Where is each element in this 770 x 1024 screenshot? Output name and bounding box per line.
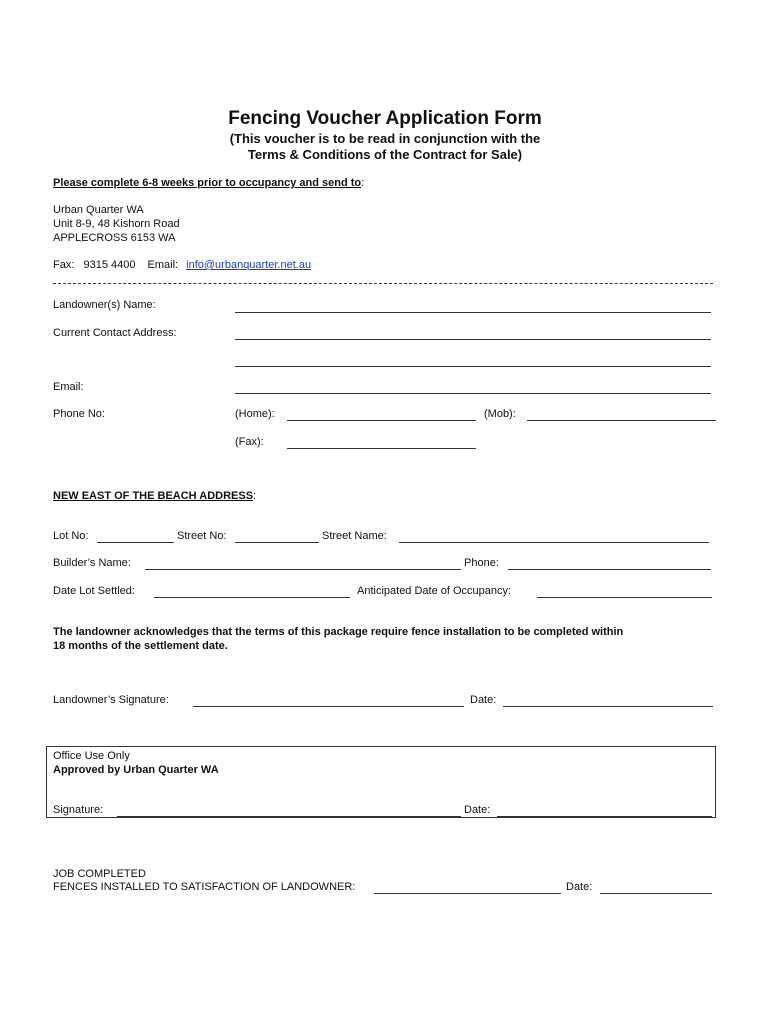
office-signature-field[interactable] — [117, 816, 461, 817]
form-title: Fencing Voucher Application Form — [228, 108, 542, 129]
office-date-field[interactable] — [497, 816, 712, 817]
office-signature-label: Signature: — [53, 804, 104, 816]
fax-number-label: (Fax): — [235, 436, 264, 448]
lot-no-field[interactable] — [97, 542, 174, 543]
home-phone-field[interactable] — [287, 420, 476, 421]
address-line2: Unit 8-9, 48 Kishorn Road — [53, 218, 180, 230]
office-use-heading: Office Use Only — [53, 750, 130, 762]
occupancy-date-label: Anticipated Date of Occupancy: — [357, 585, 512, 597]
lot-no-label: Lot No: — [53, 530, 89, 542]
contact-address-label: Current Contact Address: — [53, 327, 177, 339]
new-address-heading-colon: : — [253, 490, 257, 502]
street-name-label: Street Name: — [322, 530, 387, 542]
fax-value: 9315 4400 — [83, 259, 136, 271]
home-phone-label: (Home): — [235, 408, 275, 420]
acknowledgement-line2: 18 months of the settlement date. — [53, 640, 228, 652]
address-line3: APPLECROSS 6153 WA — [53, 232, 176, 244]
signature-date-field[interactable] — [503, 706, 713, 707]
contact-row — [53, 259, 311, 271]
builder-phone-field[interactable] — [508, 569, 711, 570]
instruction-colon: : — [361, 177, 365, 189]
landowner-email-label: Email: — [53, 381, 84, 393]
contact-address-field-2[interactable] — [235, 366, 711, 367]
date-settled-field[interactable] — [154, 597, 350, 598]
occupancy-date-field[interactable] — [537, 597, 712, 598]
date-settled-label: Date Lot Settled: — [53, 585, 135, 597]
landowner-signature-field[interactable] — [193, 706, 464, 707]
new-address-heading — [53, 490, 256, 502]
mobile-phone-label: (Mob): — [484, 408, 516, 420]
job-completed-label: JOB COMPLETED — [53, 868, 146, 880]
office-use-box — [46, 746, 716, 818]
email-link[interactable]: info@urbanquarter.net.au — [186, 259, 312, 271]
fences-installed-label: FENCES INSTALLED TO SATISFACTION OF LANDOWNER: — [53, 881, 356, 893]
instruction-row — [53, 177, 364, 189]
landowner-email-field[interactable] — [235, 393, 711, 394]
builder-name-label: Builder’s Name: — [53, 557, 131, 569]
header-divider — [53, 283, 713, 284]
completion-date-field[interactable] — [600, 893, 712, 894]
office-date-label: Date: — [464, 804, 491, 816]
builder-phone-label: Phone: — [464, 557, 499, 569]
builder-name-field[interactable] — [145, 569, 461, 570]
landowner-name-label: Landowner(s) Name: — [53, 299, 156, 311]
street-no-field[interactable] — [235, 542, 319, 543]
address-line1: Urban Quarter WA — [53, 204, 144, 216]
fax-label: Fax: — [53, 259, 75, 271]
completion-date-label: Date: — [566, 881, 593, 893]
mobile-phone-field[interactable] — [527, 420, 716, 421]
instruction-text: Please complete 6-8 weeks prior to occupancy and send to — [53, 177, 362, 189]
landowner-name-field[interactable] — [235, 312, 711, 313]
email-label: Email: — [147, 259, 179, 271]
fences-installed-field[interactable] — [374, 893, 561, 894]
acknowledgement-line1: The landowner acknowledges that the terms of this package require fence installation to be completed within — [53, 626, 624, 638]
office-approved-text: Approved by Urban Quarter WA — [53, 764, 219, 776]
new-address-heading-text: NEW EAST OF THE BEACH ADDRESS — [53, 490, 254, 502]
street-name-field[interactable] — [399, 542, 709, 543]
form-subtitle-line1: (This voucher is to be read in conjunction with the — [229, 131, 541, 146]
phone-label: Phone No: — [53, 408, 105, 420]
street-no-label: Street No: — [177, 530, 227, 542]
landowner-signature-label: Landowner’s Signature: — [53, 694, 169, 706]
contact-address-field-1[interactable] — [235, 339, 711, 340]
form-subtitle-line2: Terms & Conditions of the Contract for Sale) — [247, 147, 523, 162]
signature-date-label: Date: — [470, 694, 497, 706]
fax-number-field[interactable] — [287, 448, 476, 449]
